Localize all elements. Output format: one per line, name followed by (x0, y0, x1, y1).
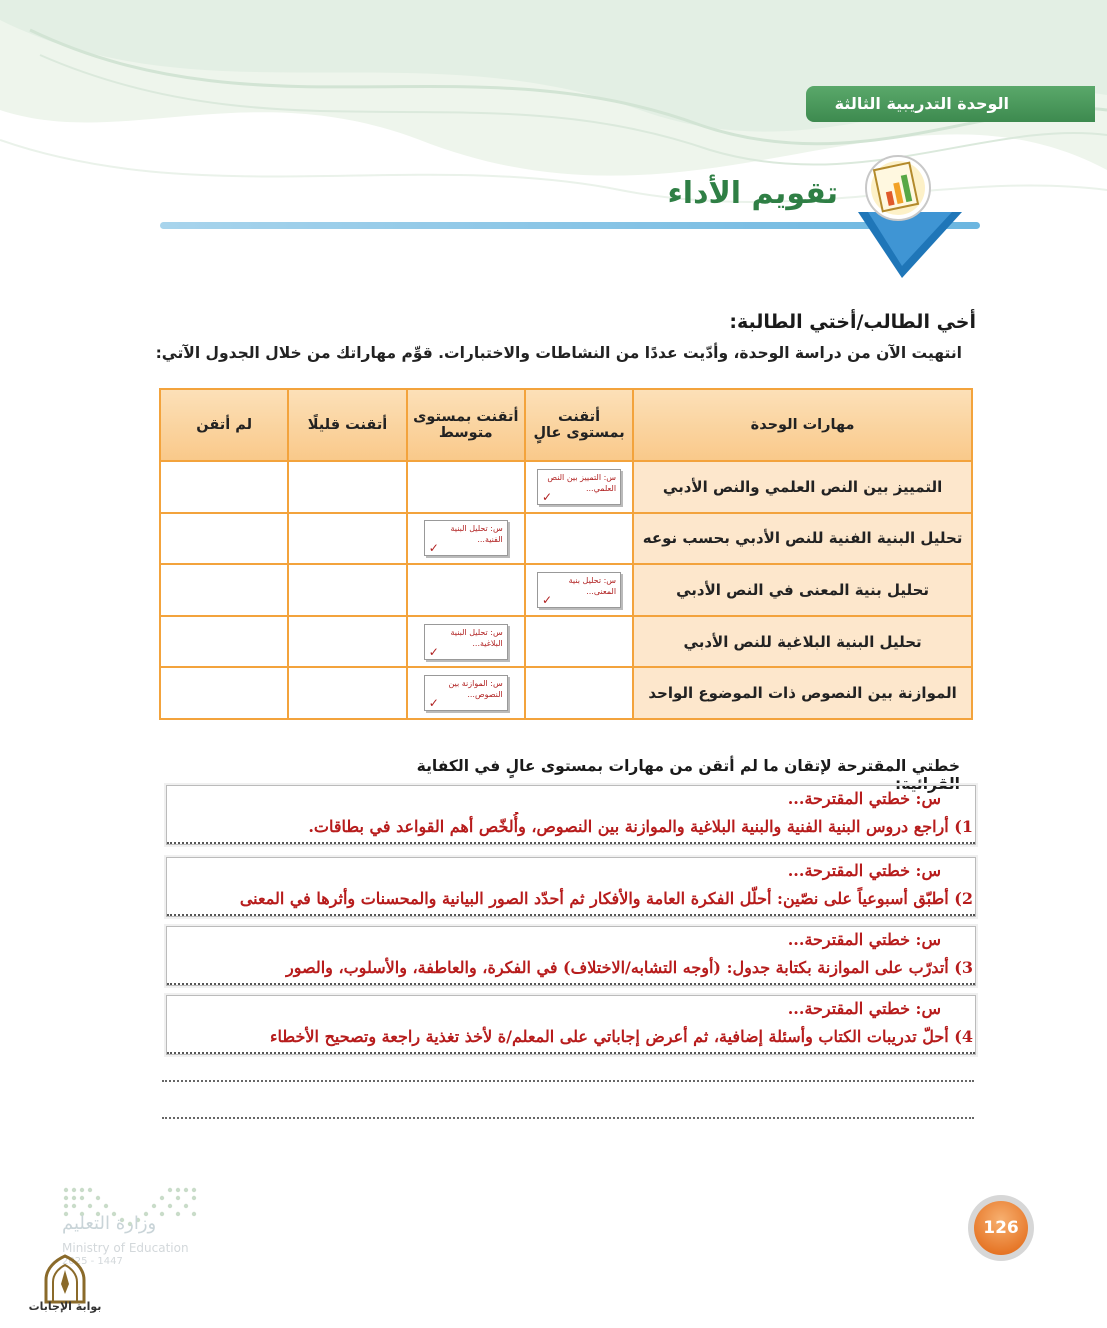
check-icon: ✓ (542, 489, 553, 504)
medium-cell (407, 667, 525, 719)
medium-cell (407, 564, 525, 616)
table-row (160, 461, 972, 513)
ministry-name-ar: وزارة التعليم (62, 1213, 157, 1234)
unit-tab: الوحدة التدريبية الثالثة (806, 86, 1095, 122)
high-cell (525, 461, 633, 513)
plan-answer-box (166, 926, 976, 986)
portal-name: بوابة الإجابات (28, 1300, 102, 1313)
medium-cell (407, 513, 525, 565)
none-cell (160, 616, 288, 668)
high-cell (525, 564, 633, 616)
note-text: س: الموازنة بين النصوص... (448, 679, 503, 700)
note-text: س: تحليل البنية البلاغية... (450, 627, 503, 648)
check-icon: ✓ (428, 541, 439, 556)
medium-cell (407, 616, 525, 668)
plan-question: س: خطتي المقترحة... (787, 999, 941, 1018)
note-text: س: تحليل البنية الفنية... (450, 524, 503, 545)
low-cell (288, 616, 406, 668)
chart-icon (840, 150, 980, 280)
low-cell (288, 513, 406, 565)
high-cell (525, 513, 633, 565)
none-cell (160, 513, 288, 565)
skill-cell: تحليل البنية البلاغية للنص الأدبي (633, 616, 972, 668)
empty-answer-line (162, 1117, 974, 1119)
plan-answer-box (166, 857, 976, 917)
answer-note (424, 675, 508, 711)
plan-answer-box (166, 785, 976, 845)
header-low: أتقنت قليلًا (288, 389, 406, 461)
header-none: لم أتقن (160, 389, 288, 461)
low-cell (288, 461, 406, 513)
none-cell (160, 564, 288, 616)
intro-heading: أخي الطالب/أختي الطالبة: (729, 311, 976, 333)
header-skills: مهارات الوحدة (633, 389, 972, 461)
plan-question: س: خطتي المقترحة... (787, 930, 941, 949)
skill-cell: تحليل بنية المعنى في النص الأدبي (633, 564, 972, 616)
page-number-badge (968, 1195, 1034, 1261)
page-number: 126 (974, 1201, 1028, 1255)
check-icon: ✓ (428, 644, 439, 659)
medium-cell (407, 461, 525, 513)
check-icon: ✓ (542, 592, 553, 607)
table-row (160, 616, 972, 668)
plan-answer: 2) أطبّق أسبوعياً على نصّين: أحلّل الفكرة العامة والأفكار ثم أحدّد الصور البيانية والمحسنات وأثرها في المعنى (167, 884, 975, 916)
check-icon: ✓ (428, 696, 439, 711)
skills-table (159, 388, 973, 720)
high-cell (525, 616, 633, 668)
plan-question: س: خطتي المقترحة... (787, 861, 941, 880)
header-medium: أتقنت بمستوى متوسط (407, 389, 525, 461)
high-cell (525, 667, 633, 719)
note-text: س: تحليل بنية المعنى... (568, 575, 617, 596)
plan-question: س: خطتي المقترحة... (787, 789, 941, 808)
table-row (160, 564, 972, 616)
answer-note (424, 624, 508, 660)
low-cell (288, 667, 406, 719)
plan-answer: 3) أتدرّب على الموازنة بكتابة جدول: (أوجه التشابه/الاختلاف) في الفكرة، والعاطفة، والأسلوب، والصور (167, 953, 975, 985)
skill-cell: التمييز بين النص العلمي والنص الأدبي (633, 461, 972, 513)
header-high: أتقنت بمستوى عالٍ (525, 389, 633, 461)
plan-answer: 1) أراجع دروس البنية الفنية والبنية البلاغية والموازنة بين النصوص، وأُلخّص أهم القواعد في بطاقات. (167, 812, 975, 844)
answer-note (424, 520, 508, 556)
intro-text: انتهيت الآن من دراسة الوحدة، وأدّيت عددًا من النشاطات والاختبارات. قوِّم مهاراتك من خلال الجدول الآتي: (155, 344, 962, 362)
plan-answer: 4) أحلّ تدريبات الكتاب وأسئلة إضافية، ثم أعرض إجاباتي على المعلم/ة لأخذ تغذية راجعة وتصحيح الأخطاء (167, 1022, 975, 1054)
table-header-row (160, 389, 972, 461)
plan-heading: خطتي المقترحة لإتقان ما لم أتقن من مهارات بمستوى عالٍ في الكفاية القرائية: (416, 757, 960, 793)
plan-answer-box (166, 995, 976, 1055)
table-row (160, 667, 972, 719)
ministry-name-en: Ministry of Education (62, 1241, 189, 1255)
answer-note (537, 469, 621, 505)
note-text: س: التمييز بين النص العلمي... (547, 472, 617, 493)
empty-answer-line (162, 1080, 974, 1082)
skill-cell: تحليل البنية الفنية للنص الأدبي بحسب نوعه (633, 513, 972, 565)
answer-note (537, 572, 621, 608)
portal-logo-icon (40, 1254, 90, 1304)
none-cell (160, 667, 288, 719)
skill-cell: الموازنة بين النصوص ذات الموضوع الواحد (633, 667, 972, 719)
none-cell (160, 461, 288, 513)
table-row (160, 513, 972, 565)
low-cell (288, 564, 406, 616)
ministry-year: 2025 - 1447 (62, 1256, 123, 1267)
page-title: تقويم الأداء (667, 176, 838, 211)
